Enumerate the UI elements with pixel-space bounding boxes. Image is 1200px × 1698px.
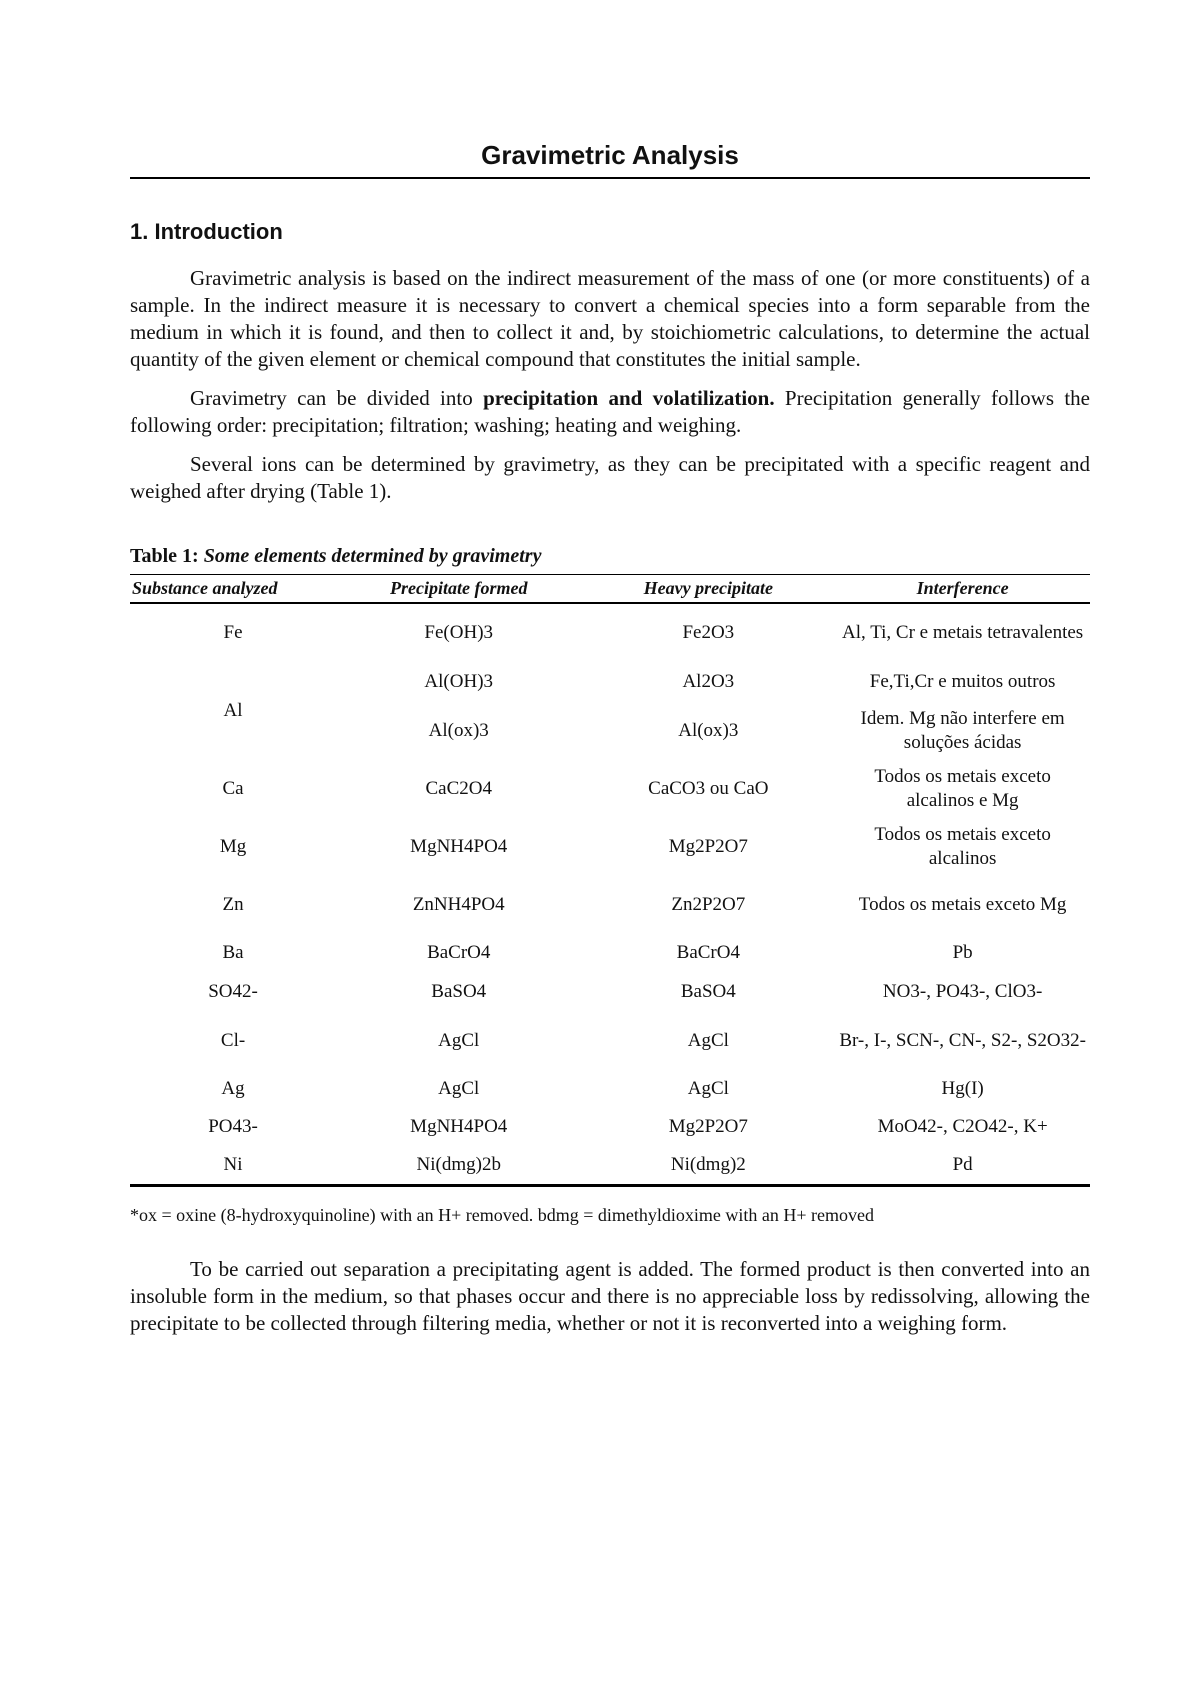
cell-precipitate: AgCl [438,1030,480,1051]
table-caption [130,545,1090,568]
cell-heavy: Ni(dmg)2 [581,1146,835,1186]
cell-precipitate: BaCrO4 [427,942,491,963]
paragraph-2-end: Precipitation generally follows the following order: precipitation; filtration; washing; heating and weighing. [130,386,1090,437]
paragraph-4: To be carried out separation a precipitating agent is added. The formed product is then converted into an insoluble form in the medium, so that phases occur and there is no appreciable loss by redissolving, allowing the precipitate to be collected through filtering media, whether or not it is reconverted into a weighing form. [130,1257,1090,1335]
paragraph-2-bold: precipitation and volatilization. [483,386,775,410]
cell-interference: Todos os metais exceto alcalinos e Mg [874,766,1051,811]
cell-interference: MoO42-, C2O42-, K+ [877,1116,1048,1137]
table-row [130,1146,1090,1186]
header-interference: Interference [835,575,1090,604]
paragraph-3: Several ions can be determined by gravimetry, as they can be precipitated with a specific reagent and weighed after drying (Table 1). [130,452,1090,503]
cell-precipitate: MgNH4PO4 [410,1116,508,1137]
table-row [130,760,1090,818]
table-row [130,818,1090,876]
paragraph-2-start: Gravimetry can be divided into [190,386,484,410]
cell-interference: Fe,Ti,Cr e muitos outros [869,671,1056,692]
paragraph-2 [130,385,1090,439]
table-row [130,1070,1090,1108]
cell-substance: Ag [221,1078,245,1099]
cell-interference: Todos os metais exceto alcalinos [874,824,1051,869]
cell-precipitate: MgNH4PO4 [410,836,508,857]
table-row [130,1108,1090,1146]
cell-heavy: AgCl [687,1030,729,1051]
cell-heavy: Mg2P2O7 [668,836,748,857]
cell-substance: PO43- [208,1116,258,1137]
cell-precipitate: ZnNH4PO4 [412,894,505,915]
table-row [130,876,1090,934]
cell-interference: NO3-, PO43-, ClO3- [882,981,1043,1002]
cell-heavy: CaCO3 ou CaO [648,778,769,799]
cell-heavy: Zn2P2O7 [671,894,746,915]
cell-substance: Ni [130,1146,336,1186]
table-caption-text: Some elements determined by gravimetry [198,545,542,567]
paragraph-1: Gravimetric analysis is based on the indirect measurement of the mass of one (or more constituents) of a sample. In the indirect measure it is necessary to convert a chemical species into a form separable from the medium in which it is found, and then to collect it and, by stoichiometric calculations, to determine the actual quantity of the given element or chemical compound that constitutes the initial sample. [130,266,1090,371]
cell-substance: Ba [222,942,244,963]
cell-precipitate: Ni(dmg)2b [336,1146,581,1186]
cell-interference: Hg(I) [941,1078,984,1099]
table-row [130,662,1090,702]
cell-substance: SO42- [208,981,258,1002]
gravimetry-table [130,574,1090,1187]
table-row [130,972,1090,1012]
table-header-row [130,575,1090,604]
header-heavy: Heavy precipitate [581,575,835,604]
cell-interference: Br-, I-, SCN-, CN-, S2-, S2O32- [839,1030,1086,1051]
cell-interference: Pd [835,1146,1090,1186]
cell-substance: Ca [222,778,244,799]
cell-precipitate: Al(OH)3 [424,671,494,692]
table-row [130,934,1090,972]
cell-precipitate: BaSO4 [431,981,487,1002]
cell-substance: Cl- [220,1030,246,1051]
cell-heavy: AgCl [687,1078,729,1099]
cell-substance: Fe [223,622,243,643]
cell-interference: Al, Ti, Cr e metais tetravalentes [842,622,1084,643]
cell-heavy: Mg2P2O7 [668,1116,748,1137]
cell-precipitate: CaC2O4 [425,778,492,799]
document-title: Gravimetric Analysis [130,140,1090,179]
table-row [130,1012,1090,1070]
table-row [130,603,1090,662]
cell-substance: Zn [222,894,244,915]
cell-heavy: Fe2O3 [682,622,735,643]
cell-interference: Todos os metais exceto Mg [858,894,1067,915]
cell-substance: Al [223,700,243,721]
cell-heavy: Al(ox)3 [678,720,739,741]
section-heading-introduction: 1. Introduction [130,219,283,244]
cell-interference: Idem. Mg não interfere em soluções ácidas [860,708,1065,753]
header-precipitate: Precipitate formed [336,575,581,604]
document-page [130,140,1090,1349]
cell-heavy: Al2O3 [682,671,735,692]
cell-precipitate: Fe(OH)3 [424,622,494,643]
header-substance: Substance analyzed [130,575,336,604]
cell-substance: Mg [219,836,247,857]
cell-heavy: BaSO4 [680,981,736,1002]
cell-precipitate: Al(ox)3 [428,720,489,741]
table-footnote: *ox = oxine (8-hydroxyquinoline) with an H+ removed. bdmg = dimethyldioxime with an H+ removed [130,1205,874,1225]
cell-precipitate: AgCl [438,1078,480,1099]
cell-interference: Pb [952,942,973,963]
cell-heavy: BaCrO4 [676,942,740,963]
table-caption-label: Table 1: [130,545,199,567]
